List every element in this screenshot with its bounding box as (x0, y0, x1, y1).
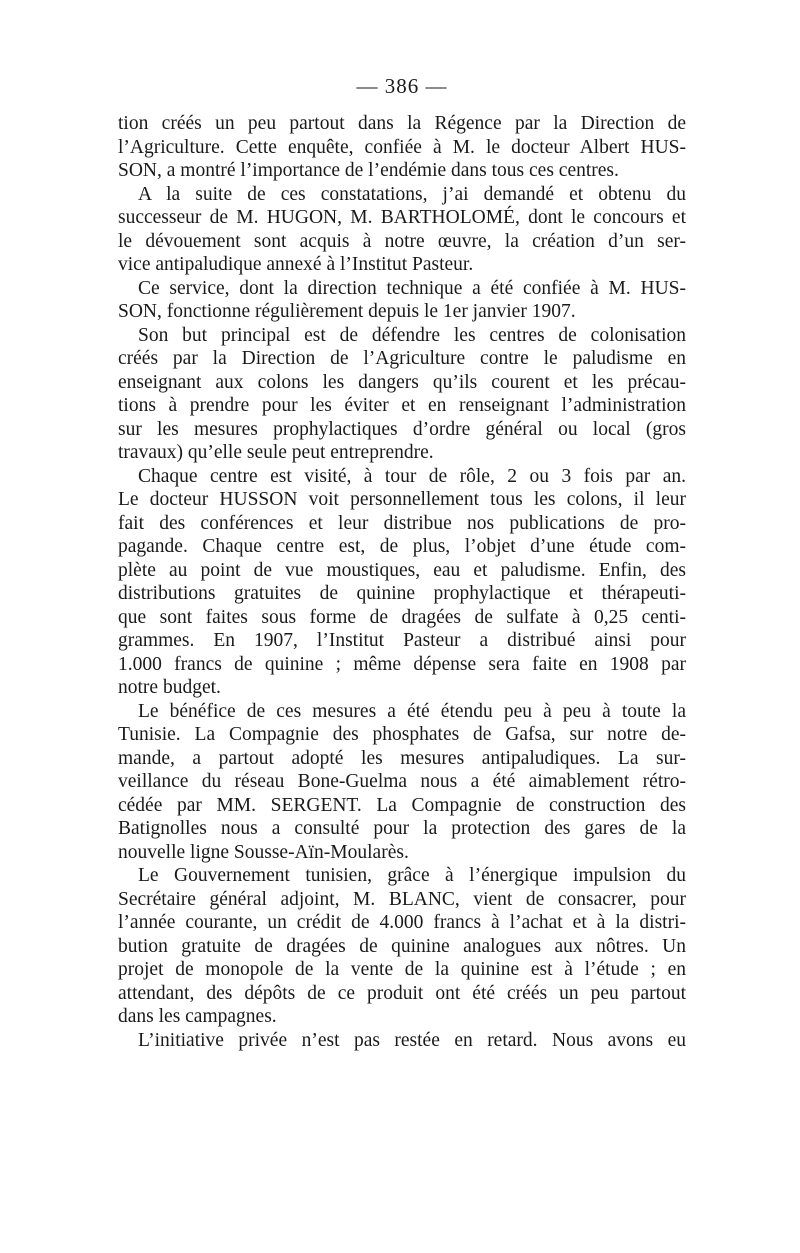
text-line: pagande. Chaque centre est, de plus, l’objet d’une étude com- (118, 536, 686, 557)
text-line: dans les campagnes. (118, 1006, 277, 1027)
text-line: A la suite de ces constatations, j’ai demandé et obtenu du (138, 183, 686, 205)
text-line: mande, a partout adopté les mesures antipaludiques. La sur- (118, 747, 686, 769)
text-line: l’année courante, un crédit de 4.000 francs à l’achat et à la distri- (118, 912, 686, 933)
text-line: nouvelle ligne Sousse-Aïn-Moularès. (118, 841, 409, 863)
text-line: Le bénéfice de ces mesures a été étendu peu à peu à toute la (138, 700, 686, 722)
text-line: Le docteur HUSSON voit personnellement tous les colons, il leur (118, 489, 686, 510)
text-line: Secrétaire général adjoint, M. BLANC, vient de consacrer, pour (118, 888, 686, 910)
text-line: veillance du réseau Bone-Guelma nous a été aimablement rétro- (118, 771, 686, 792)
text-line: grammes. En 1907, l’Institut Pasteur a distribué ainsi pour (118, 630, 686, 651)
text-line: distributions gratuites de quinine prophylactique et thérapeuti- (118, 583, 686, 604)
text-line: Chaque centre est visité, à tour de rôle, 2 ou 3 fois par an. (138, 465, 686, 487)
text-line: Tunisie. La Compagnie des phosphates de Gafsa, sur notre de- (118, 724, 686, 745)
text-line: notre budget. (118, 677, 221, 698)
text-line: Batignolles nous a consulté pour la protection des gares de la (118, 818, 686, 839)
text-line: attendant, des dépôts de ce produit ont été créés un peu partout (118, 982, 686, 1004)
text-line: SON, fonctionne régulièrement depuis le 1er janvier 1907. (118, 301, 576, 322)
text-line: fait des conférences et leur distribue nos publications de pro- (118, 512, 686, 534)
text-line: SON, a montré l’importance de l’endémie dans tous ces centres. (118, 160, 619, 181)
text-line: bution gratuite de dragées de quinine analogues aux nôtres. Un (118, 935, 686, 957)
text-line: enseignant aux colons les dangers qu’ils courent et les précau- (118, 371, 686, 393)
text-line: Son but principal est de défendre les centres de colonisation (138, 324, 686, 346)
text-line: tions à prendre pour les éviter et en renseignant l’administration (118, 395, 686, 416)
text-line: Le Gouvernement tunisien, grâce à l’énergique impulsion du (138, 865, 686, 886)
text-line: tion créés un peu partout dans la Régence par la Direction de (118, 113, 686, 134)
text-line: L’initiative privée n’est pas restée en retard. Nous avons eu (138, 1029, 686, 1051)
text-line: vice antipaludique annexé à l’Institut Pasteur. (118, 254, 474, 275)
text-line: projet de monopole de la vente de la quinine est à l’étude ; en (118, 959, 686, 980)
text-line: le dévouement sont acquis à notre œuvre, la création d’un ser- (118, 230, 686, 252)
text-line: cédée par MM. SERGENT. La Compagnie de construction des (118, 794, 686, 816)
text-line: que sont faites sous forme de dragées de sulfate à 0,25 centi- (118, 606, 686, 628)
text-line: plète au point de vue moustiques, eau et paludisme. Enfin, des (118, 559, 686, 581)
text-line: créés par la Direction de l’Agriculture contre le paludisme en (118, 348, 686, 369)
text-line: sur les mesures prophylactiques d’ordre général ou local (gros (118, 418, 686, 440)
text-line: successeur de M. HUGON, M. BARTHOLOMÉ, dont le concours et (118, 207, 686, 228)
text-line: l’Agriculture. Cette enquête, confiée à M. le docteur Albert HUS- (118, 136, 686, 158)
text-line: travaux) qu’elle seule peut entreprendre. (118, 442, 434, 463)
body-text (118, 112, 686, 1052)
text-line: 1.000 francs de quinine ; même dépense sera faite en 1908 par (118, 653, 686, 675)
page-number: — 386 — (356, 74, 448, 98)
text-line: Ce service, dont la direction technique a été confiée à M. HUS- (138, 277, 686, 299)
